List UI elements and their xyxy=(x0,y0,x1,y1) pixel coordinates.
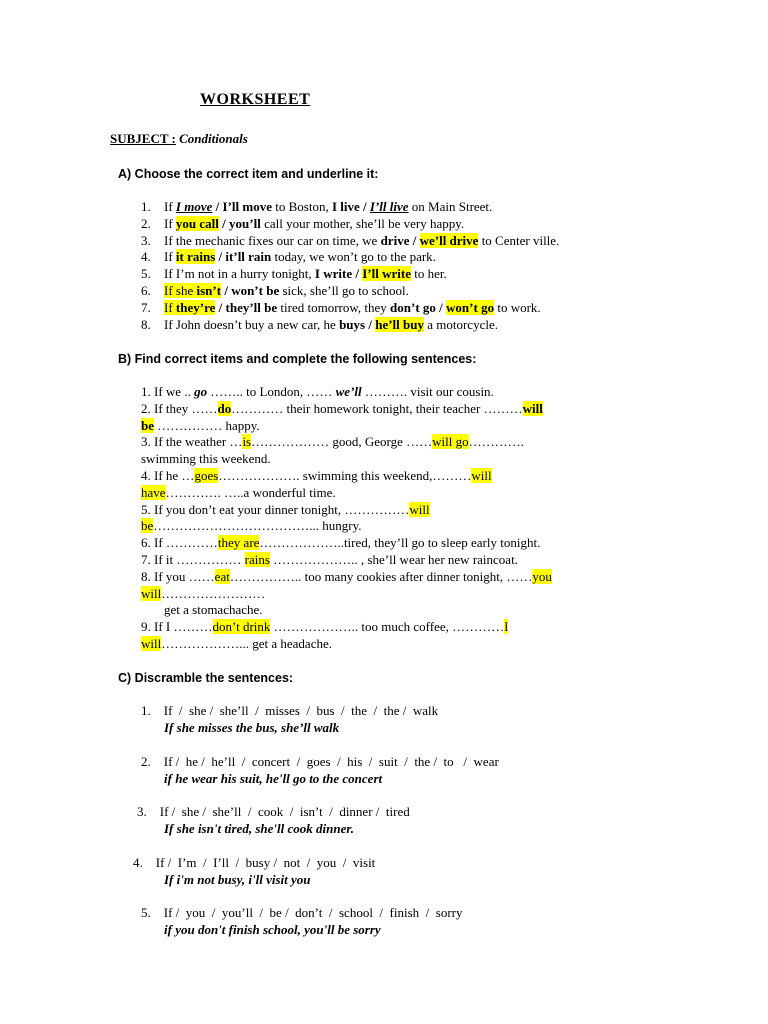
sentence-text: I’ll move xyxy=(222,199,272,214)
sentence-text: If xyxy=(164,215,176,231)
sentence-text: to her. xyxy=(410,266,447,282)
sentence-line xyxy=(141,401,543,417)
sentence-text: I’ll live xyxy=(369,199,409,214)
subject-value: Conditionals xyxy=(179,131,248,146)
sentence-text: to Boston, xyxy=(271,199,332,214)
item-number: 8. xyxy=(141,316,151,332)
sentence-text: 8. If you …… xyxy=(141,568,215,584)
highlighted-text: he’ll buy xyxy=(375,316,424,332)
section-a-heading: A) Choose the correct item and underline it: xyxy=(118,167,379,181)
sentence-text: they’ll be xyxy=(225,299,278,315)
sentence-text: to Center ville. xyxy=(478,232,560,248)
sentence-text: buys xyxy=(339,316,366,332)
scrambled-words: 2. If / he / he’ll / concert / goes / his / suit / the / to / wear xyxy=(141,753,499,769)
item-number: 3. xyxy=(141,232,151,248)
sentence-line xyxy=(164,216,464,232)
sentence-text: today, we won’t go to the park. xyxy=(271,249,436,265)
sentence-line xyxy=(164,266,447,282)
section-b-heading: B) Find correct items and complete the following sentences: xyxy=(118,352,477,366)
sentence-text: ……………… good, George …… xyxy=(251,434,433,450)
sentence-line xyxy=(164,233,559,249)
item-number: 2. xyxy=(141,215,151,231)
sentence-text: it’ll rain xyxy=(225,249,272,265)
highlighted-text: If she xyxy=(164,283,197,298)
subject-line xyxy=(110,131,248,147)
sentence-text: …………. …..a wonderful time. xyxy=(165,484,336,500)
sentence-text: 1. If we .. xyxy=(141,384,195,399)
item-number: 7. xyxy=(141,299,151,315)
sentence-text: / xyxy=(212,199,223,214)
highlighted-text: isn’t xyxy=(196,283,222,298)
highlighted-text: will xyxy=(141,585,162,601)
sentence-text: I move xyxy=(175,199,213,214)
highlighted-text: you call xyxy=(175,215,219,231)
sentence-text: …….. to London, …… xyxy=(207,384,336,399)
sentence-line xyxy=(141,384,494,400)
sentence-line xyxy=(141,418,260,434)
sentence-text: 2. If they …… xyxy=(141,400,218,416)
scrambled-words: 5. If / you / you’ll / be / don’t / school / finish / sorry xyxy=(141,905,463,920)
sentence-line xyxy=(164,283,409,299)
sentence-text: ………. visit our cousin. xyxy=(361,384,494,399)
highlighted-text: I xyxy=(504,619,509,635)
sentence-text: / xyxy=(435,299,447,315)
sentence-text: / xyxy=(359,199,370,214)
highlighted-text: will xyxy=(522,400,543,416)
scrambled-words: 1. If / she / she’ll / misses / bus / the / the / walk xyxy=(141,703,439,718)
sentence-line xyxy=(141,552,518,568)
scrambled-words: 3. If / she / she’ll / cook / isn’t / dinner / tired xyxy=(137,804,410,819)
highlighted-text: we’ll drive xyxy=(419,232,479,248)
sentence-line xyxy=(164,199,492,215)
sentence-text: / xyxy=(365,316,376,332)
sentence-text: ……………….. too much coffee, ………… xyxy=(270,619,505,635)
answer-sentence: If i'm not busy, i'll visit you xyxy=(164,871,311,887)
sentence-text: I write xyxy=(314,266,353,282)
sentence-text: / xyxy=(352,266,363,282)
answer-sentence: If she isn't tired, she'll cook dinner. xyxy=(164,821,354,836)
sentence-text: 3. If the weather … xyxy=(141,434,243,450)
item-number: 4. xyxy=(141,249,151,265)
highlighted-text: will xyxy=(471,468,492,483)
sentence-text: …………. xyxy=(468,434,524,450)
sentence-text: on Main Street. xyxy=(408,199,493,214)
sentence-text: 9. If I ……… xyxy=(141,619,213,635)
sentence-text: won’t be xyxy=(231,283,280,298)
sentence-text: ……………….. , she’ll wear her new raincoat. xyxy=(269,552,518,567)
sentence-line xyxy=(141,518,362,534)
highlighted-text: it rains xyxy=(175,249,216,265)
scrambled-words: 4. If / I’m / I’ll / busy / not / you / visit xyxy=(133,854,376,870)
highlighted-text: rains xyxy=(244,552,270,567)
sentence-line xyxy=(141,434,524,450)
highlighted-text: I’ll write xyxy=(362,266,411,282)
sentence-text: / xyxy=(215,299,226,315)
sentence-text: …………………… xyxy=(161,585,266,601)
highlighted-text: have xyxy=(141,484,166,500)
sentence-text: 4. If he … xyxy=(141,468,195,483)
sentence-text: ………………………………... hungry. xyxy=(153,518,362,534)
item-number: 1. xyxy=(141,199,151,214)
answer-sentence: If she misses the bus, she’ll walk xyxy=(164,720,340,735)
sentence-text: tired tomorrow, they xyxy=(277,299,391,315)
highlighted-text: won’t go xyxy=(446,299,495,315)
sentence-text: If I’m not in a hurry tonight, xyxy=(164,266,315,282)
sentence-text: 7. If it …………… xyxy=(141,552,245,567)
item-number: 5. xyxy=(141,266,151,282)
sentence-line xyxy=(141,586,265,602)
sentence-text: …………….. too many cookies after dinner tonight, …… xyxy=(229,568,533,584)
highlighted-text: you xyxy=(532,568,552,584)
highlighted-text: they’re xyxy=(175,299,216,315)
sentence-text: ………………. swimming this weekend,……… xyxy=(218,468,472,483)
sentence-text: ………………..tired, they’ll go to sleep early tonight. xyxy=(259,535,541,551)
sentence-line xyxy=(141,535,540,551)
section-c-heading: C) Discramble the sentences: xyxy=(118,671,294,685)
sentence-text: / xyxy=(221,283,232,298)
sentence-text: you’ll xyxy=(229,215,261,231)
answer-sentence: if you don't finish school, you'll be sorry xyxy=(164,922,381,937)
highlighted-text: will xyxy=(409,501,430,517)
worksheet-title: WORKSHEET xyxy=(200,91,311,108)
sentence-text: we’ll xyxy=(335,384,362,399)
sentence-line xyxy=(164,602,263,618)
sentence-text: …………… happy. xyxy=(154,417,260,433)
sentence-line xyxy=(164,317,498,333)
sentence-text: go xyxy=(194,384,208,399)
sentence-text: / xyxy=(218,215,230,231)
sentence-line xyxy=(141,451,271,467)
sentence-text: 5. If you don’t eat your dinner tonight, …………… xyxy=(141,501,410,517)
highlighted-text: don’t drink xyxy=(212,619,271,635)
sentence-line xyxy=(141,485,336,501)
sentence-line xyxy=(164,249,436,265)
sentence-text: If xyxy=(164,249,176,265)
item-number: 6. xyxy=(141,283,151,298)
highlighted-text: is xyxy=(242,434,252,450)
sentence-line xyxy=(141,569,552,585)
sentence-text: call your mother, she’ll be very happy. xyxy=(260,215,465,231)
sentence-text: sick, she’ll go to school. xyxy=(279,283,409,298)
sentence-text: a motorcycle. xyxy=(423,316,498,332)
sentence-text: I live xyxy=(331,199,360,214)
sentence-line xyxy=(141,636,332,652)
sentence-text: get a stomachache. xyxy=(164,602,263,618)
highlighted-text: eat xyxy=(214,568,230,584)
highlighted-text: do xyxy=(217,400,232,416)
sentence-text: swimming this weekend. xyxy=(141,451,271,467)
highlighted-text: will xyxy=(141,636,162,651)
sentence-text: 6. If ………… xyxy=(141,535,218,551)
sentence-text: / xyxy=(215,249,226,265)
sentence-text: don’t go xyxy=(390,299,436,315)
sentence-text: If the mechanic fixes our car on time, we xyxy=(164,232,381,248)
highlighted-text: be xyxy=(141,417,154,433)
answer-sentence: if he wear his suit, he'll go to the concert xyxy=(164,770,383,786)
highlighted-text: will go xyxy=(432,434,469,450)
sentence-text: If John doesn’t buy a new car, he xyxy=(164,316,340,332)
sentence-line xyxy=(141,619,508,635)
sentence-text: drive xyxy=(380,232,410,248)
highlighted-text: be xyxy=(141,518,154,534)
sentence-text: ………………... get a headache. xyxy=(161,636,332,651)
sentence-line xyxy=(164,300,541,316)
sentence-text: If xyxy=(164,199,176,214)
highlighted-text: goes xyxy=(194,468,219,483)
sentence-text: to work. xyxy=(494,299,541,315)
highlighted-text: they are xyxy=(217,535,260,551)
sentence-text: / xyxy=(409,232,420,248)
sentence-text: ………… their homework tonight, their teacher ……… xyxy=(231,400,523,416)
sentence-line xyxy=(141,468,492,484)
subject-label: SUBJECT : xyxy=(110,131,176,146)
sentence-line xyxy=(141,502,430,518)
highlighted-text: If xyxy=(164,299,176,315)
